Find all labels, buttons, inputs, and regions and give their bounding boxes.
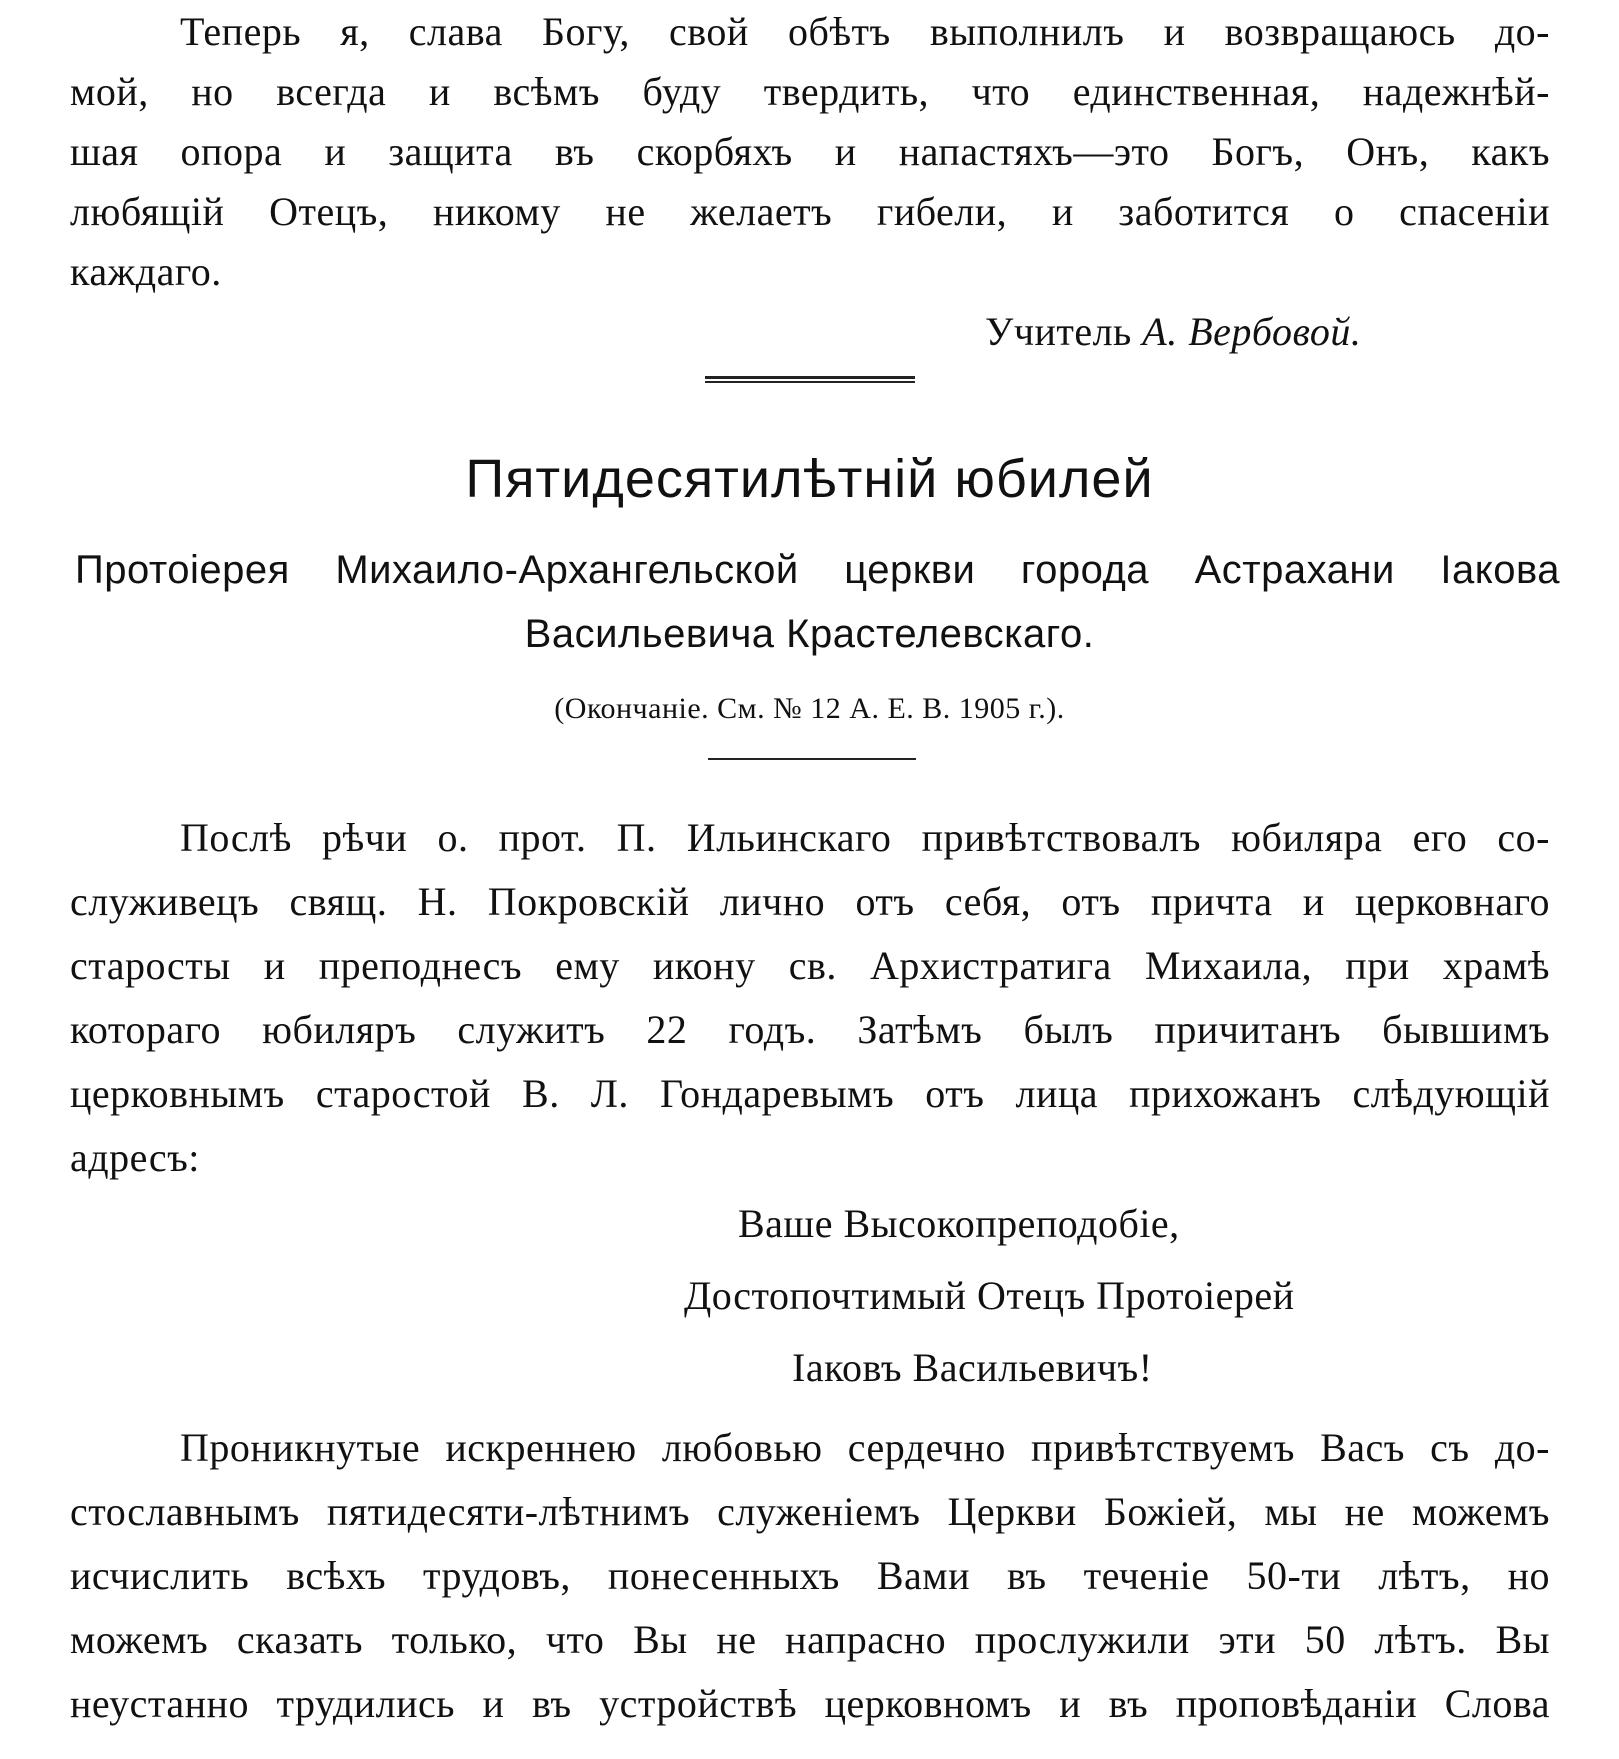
previous-article-line-2: мой, но всегда и всѣмъ буду твердить, что единственная, надежнѣй-: [70, 69, 1550, 114]
heading-divider: [708, 758, 916, 760]
salutation-line-3: Іаковъ Васильевичъ!: [792, 1345, 1153, 1390]
article-subtitle-line-1: Протоіерея Михаило-Архангельской церкви города Астрахани Іакова: [75, 548, 1560, 592]
article-title: Пятидесятилѣтній юбилей: [465, 449, 1154, 509]
continuation-note: (Окончаніе. См. № 12 А. Е. В. 1905 г.).: [554, 692, 1065, 725]
previous-article-line-5: каждаго.: [70, 249, 222, 294]
previous-article-line-3: шая опора и защита въ скорбяхъ и напастяхъ—это Богъ, Онъ, какъ: [70, 129, 1550, 174]
salutation-line-1: Ваше Высокопреподобіе,: [738, 1201, 1180, 1246]
signature-name: А. Вербовой.: [1142, 309, 1362, 354]
paragraph-1-line-1: Послѣ рѣчи о. прот. П. Ильинскаго привѣтствовалъ юбиляра его со-: [180, 815, 1550, 860]
paragraph-1-line-3: старосты и преподнесъ ему икону св. Архистратига Михаила, при храмѣ: [70, 943, 1550, 988]
previous-article-line-1: Теперь я, слава Богу, свой обѣтъ выполнилъ и возвращаюсь до-: [180, 9, 1550, 54]
paragraph-1-line-2: служивецъ свящ. Н. Покровскій лично отъ себя, отъ причта и церковнаго: [70, 879, 1550, 924]
signature-prefix: Учитель: [985, 309, 1132, 354]
paragraph-2-line-5: неустанно трудились и въ устройствѣ церковномъ и въ проповѣданіи Слова: [70, 1681, 1550, 1726]
paragraph-1-line-4: котораго юбиляръ служитъ 22 годъ. Затѣмъ былъ причитанъ бывшимъ: [70, 1007, 1550, 1052]
paragraph-2-line-4: можемъ сказать только, что Вы не напрасно прослужили эти 50 лѣтъ. Вы: [70, 1617, 1550, 1662]
paragraph-2-line-1: Проникнутые искреннею любовью сердечно привѣтствуемъ Васъ съ до-: [180, 1425, 1550, 1470]
paragraph-2-line-2: стославнымъ пятидесяти-лѣтнимъ служеніемъ Церкви Божіей, мы не можемъ: [70, 1489, 1550, 1534]
author-signature: [985, 309, 1362, 354]
previous-article-line-4: любящій Отецъ, никому не желаетъ гибели, и заботится о спасеніи: [70, 189, 1550, 234]
section-divider-double: [705, 376, 915, 383]
paragraph-1-line-6: адресъ:: [70, 1135, 200, 1180]
salutation-line-2: Достопочтимый Отецъ Протоіерей: [684, 1273, 1295, 1318]
article-subtitle-line-2: Васильевича Крастелевскаго.: [524, 612, 1095, 656]
paragraph-1-line-5: церковнымъ старостой В. Л. Гондаревымъ отъ лица прихожанъ слѣдующій: [70, 1071, 1550, 1116]
paragraph-2-line-3: исчислить всѣхъ трудовъ, понесенныхъ Вами въ теченіе 50-ти лѣтъ, но: [70, 1553, 1550, 1598]
